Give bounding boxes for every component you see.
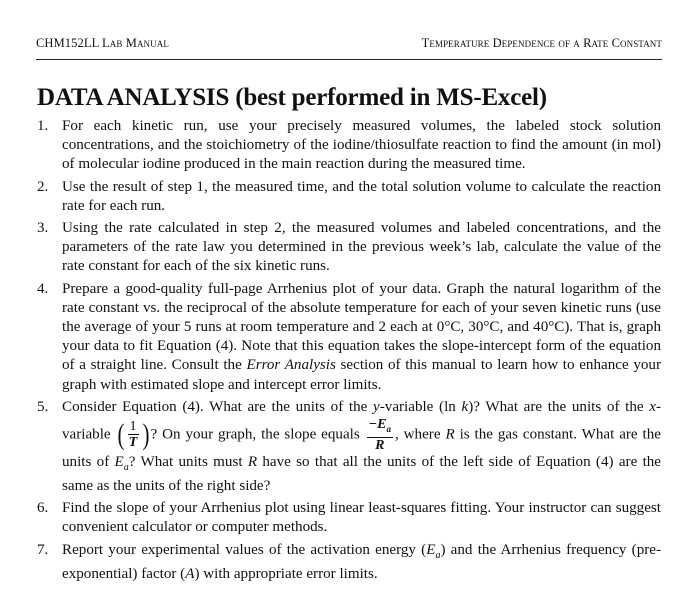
subscript-a: a [386,423,391,434]
x-variable: x [649,398,656,415]
reciprocal-temperature-fraction [128,419,139,450]
subscript-a: a [435,549,441,561]
list-item [0,178,692,216]
analysis-steps-list [0,117,692,587]
step-text: have so that all the units of the left side of Equation (4) are the same as the units of the right side? [62,453,662,495]
step-number: 2. [37,178,49,195]
step-number: 5. [37,398,49,415]
header-divider [36,59,662,60]
fraction-denominator: T [128,435,138,451]
step-number: 1. [37,118,49,134]
step-number: 7. [37,541,49,558]
section-heading: DATA ANALYSIS (best performed in MS-Excel) [37,84,547,111]
step-text: Using the rate calculated in step 2, the measured volumes and labeled concentrations, and the parameters of the rate law you determined in the previous week’s lab, calculate the value of the rate constant for each of the six kinetic runs. [62,220,661,275]
step-text: ) and the Arrhenius frequency (pre-exponential) factor ( [62,541,661,582]
list-item [0,499,692,537]
fraction-numerator: 1 [129,419,137,435]
step-text: section of this manual to learn how to enhance your graph with estimated slope and intercept error limits. [62,357,661,393]
list-item [0,280,692,395]
step-number: 6. [37,500,49,517]
subscript-a: a [123,461,129,473]
slope-fraction [367,417,393,453]
step-number: 3. [37,220,49,237]
a-variable: A [185,565,195,582]
r-variable: R [445,426,455,443]
error-analysis-reference: Error Analysis [246,357,336,374]
step-text: ? What units must [128,453,248,470]
neg-ea-symbol: −E [368,417,387,433]
step-text: , where [394,426,446,443]
r-variable: R [247,453,258,470]
list-item [0,117,692,175]
close-paren: ) [142,417,150,451]
step-text: ? On your graph, the slope equals [150,426,360,443]
step-text: Use the result of step 1, the measured time, and the total solution volume to calculate the reaction rate for each run. [62,178,661,214]
step-text: -variable (ln [379,398,462,415]
step-text: Find the slope of your Arrhenius plot using linear least-squares fitting. Your instructor can suggest convenient calculator or computer methods. [62,500,661,536]
step-text: is the gas constant. What are the units of [62,426,661,470]
step-text: -variable [62,398,661,443]
list-item [0,219,692,277]
fraction-numerator [367,417,393,438]
k-variable: k [461,398,469,415]
list-item [0,541,692,584]
step-text: )? What are the units of the [468,398,650,415]
running-header [36,36,662,52]
fraction-denominator: R [375,437,385,453]
ea-variable: E [114,453,124,470]
step-text: Report your experimental values of the activation energy ( [62,541,427,558]
ea-variable: E [426,541,436,558]
step-text: For each kinetic run, use your precisely measured volumes, the labeled stock solution concentrations, and the stoichiometry of the iodine/thiosulfate reaction to find the amount (in mol) of molecular iodine produced in the main reaction during the measured time. [62,118,661,173]
step-text: Prepare a good-quality full-page Arrhenius plot of your data. Graph the natural logarithm of the rate constant vs. the reciprocal of the absolute temperature for each of your seven kinetic runs (use the average of your 5 runs at room temperature and 2 each at 0°C, 30°C, and 40°C). That is, graph your data to fit Equation (4). Note that this equation takes the slope-intercept form of the equation of a straight line. Consult the [62,280,661,374]
header-course-title: CHM152LL Lab Manual [36,36,169,50]
list-item [0,398,692,496]
step-text: Consider Equation (4). What are the units of the [62,398,374,415]
step-number: 4. [37,280,49,297]
header-chapter-title: Temperature Dependence of a Rate Constant [421,36,662,50]
y-variable: y [373,398,380,415]
open-paren: ( [117,417,125,451]
step-text: ) with appropriate error limits. [194,565,378,582]
